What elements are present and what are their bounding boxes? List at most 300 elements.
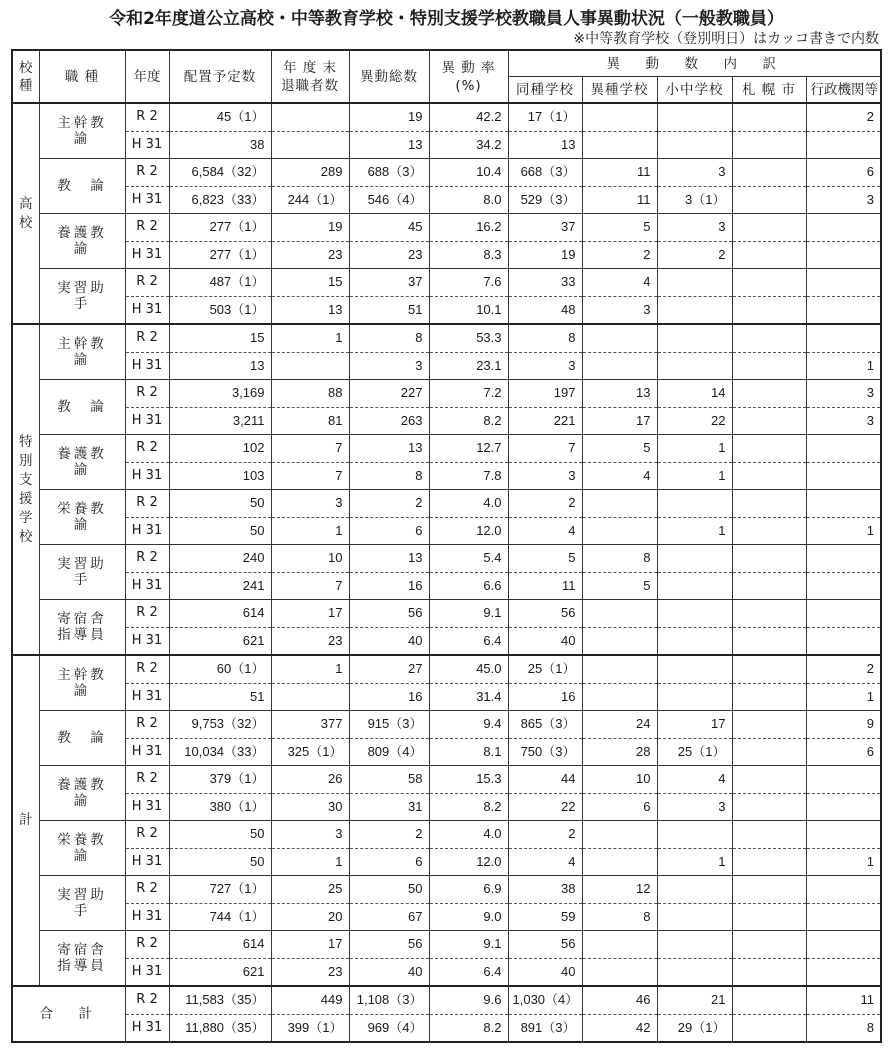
- header-planned: 配置予定数: [169, 50, 271, 103]
- same-cell: 13: [508, 131, 582, 159]
- job-type-cell: [39, 655, 125, 711]
- same-cell: 48: [508, 296, 582, 324]
- table-row: [12, 407, 881, 435]
- same-cell: 1,030（4）: [508, 986, 582, 1014]
- retirees-cell: [271, 103, 349, 131]
- job-type-cell: [39, 711, 125, 766]
- sapporo-cell: [732, 435, 806, 463]
- section-0: [12, 103, 881, 324]
- sapporo-cell: [732, 1014, 806, 1042]
- rate-cell: 7.8: [429, 462, 508, 490]
- same-cell: 37: [508, 214, 582, 242]
- admin-cell: [806, 766, 881, 794]
- rate-cell: 10.4: [429, 159, 508, 187]
- table-row: [12, 903, 881, 931]
- year-cell: R 2: [125, 931, 169, 959]
- sapporo-cell: [732, 186, 806, 214]
- planned-cell: 380（1）: [169, 793, 271, 821]
- total-cell: 2: [349, 490, 429, 518]
- retirees-cell: 377: [271, 711, 349, 739]
- planned-cell: 487（1）: [169, 269, 271, 297]
- elem-cell: [657, 683, 732, 711]
- planned-cell: 621: [169, 627, 271, 655]
- retirees-cell: [271, 683, 349, 711]
- total-cell: 6: [349, 848, 429, 876]
- diff-cell: [582, 324, 657, 352]
- admin-cell: 2: [806, 103, 881, 131]
- rate-cell: 7.6: [429, 269, 508, 297]
- total-cell: 23: [349, 241, 429, 269]
- retirees-cell: 23: [271, 958, 349, 986]
- header-job-type: 職 種: [39, 50, 125, 103]
- retirees-cell: 26: [271, 766, 349, 794]
- rate-cell: 45.0: [429, 655, 508, 683]
- elem-cell: [657, 903, 732, 931]
- retirees-cell: 10: [271, 545, 349, 573]
- retirees-cell: 325（1）: [271, 738, 349, 766]
- retirees-cell: 13: [271, 296, 349, 324]
- year-cell: H 31: [125, 958, 169, 986]
- table-row: [12, 766, 881, 794]
- diff-cell: [582, 103, 657, 131]
- rate-cell: 8.2: [429, 407, 508, 435]
- table-row: [12, 241, 881, 269]
- same-cell: 2: [508, 821, 582, 849]
- total-cell: 51: [349, 296, 429, 324]
- total-cell: 67: [349, 903, 429, 931]
- year-cell: R 2: [125, 986, 169, 1014]
- job-type-label: 栄養教諭: [57, 501, 107, 533]
- sapporo-cell: [732, 545, 806, 573]
- total-cell: 227: [349, 380, 429, 408]
- sapporo-cell: [732, 407, 806, 435]
- total-cell: 27: [349, 655, 429, 683]
- planned-cell: 727（1）: [169, 876, 271, 904]
- retirees-cell: [271, 131, 349, 159]
- same-cell: 40: [508, 958, 582, 986]
- sapporo-cell: [732, 131, 806, 159]
- elem-cell: [657, 876, 732, 904]
- planned-cell: 10,034（33）: [169, 738, 271, 766]
- header-elem-middle: 小中学校: [657, 77, 732, 104]
- elem-cell: [657, 269, 732, 297]
- school-type-label: 高校: [19, 195, 33, 231]
- elem-cell: [657, 296, 732, 324]
- year-cell: R 2: [125, 214, 169, 242]
- retirees-cell: 3: [271, 821, 349, 849]
- job-type-label: 実習助手: [57, 280, 107, 312]
- planned-cell: 13: [169, 352, 271, 380]
- job-type-cell: [39, 214, 125, 269]
- admin-cell: 1: [806, 352, 881, 380]
- retirees-cell: 7: [271, 572, 349, 600]
- year-cell: R 2: [125, 159, 169, 187]
- total-cell: 56: [349, 931, 429, 959]
- total-cell: 16: [349, 572, 429, 600]
- retirees-cell: 17: [271, 600, 349, 628]
- planned-cell: 3,211: [169, 407, 271, 435]
- retirees-cell: 289: [271, 159, 349, 187]
- total-cell: 37: [349, 269, 429, 297]
- year-cell: H 31: [125, 241, 169, 269]
- diff-cell: 5: [582, 572, 657, 600]
- sapporo-cell: [732, 711, 806, 739]
- table-row: [12, 462, 881, 490]
- retirees-cell: 81: [271, 407, 349, 435]
- year-cell: H 31: [125, 1014, 169, 1042]
- diff-cell: 2: [582, 241, 657, 269]
- diff-cell: [582, 821, 657, 849]
- elem-cell: 3: [657, 214, 732, 242]
- sapporo-cell: [732, 738, 806, 766]
- sapporo-cell: [732, 324, 806, 352]
- elem-cell: 29（1）: [657, 1014, 732, 1042]
- school-type-cell: [12, 103, 39, 324]
- diff-cell: 28: [582, 738, 657, 766]
- rate-cell: 12.0: [429, 848, 508, 876]
- planned-cell: 60（1）: [169, 655, 271, 683]
- table-row: [12, 600, 881, 628]
- table-row: [12, 214, 881, 242]
- table-row: [12, 793, 881, 821]
- admin-cell: [806, 269, 881, 297]
- retirees-cell: 399（1）: [271, 1014, 349, 1042]
- planned-cell: 614: [169, 931, 271, 959]
- elem-cell: [657, 572, 732, 600]
- same-cell: 529（3）: [508, 186, 582, 214]
- total-cell: 6: [349, 517, 429, 545]
- header-transfer-rate: 異 動 率 (%): [429, 50, 508, 103]
- sapporo-cell: [732, 986, 806, 1014]
- same-cell: 16: [508, 683, 582, 711]
- same-cell: 865（3）: [508, 711, 582, 739]
- admin-cell: 9: [806, 711, 881, 739]
- admin-cell: 1: [806, 683, 881, 711]
- header-same-type: 同種学校: [508, 77, 582, 104]
- admin-cell: 11: [806, 986, 881, 1014]
- rate-cell: 42.2: [429, 103, 508, 131]
- year-cell: R 2: [125, 324, 169, 352]
- year-cell: H 31: [125, 793, 169, 821]
- rate-cell: 34.2: [429, 131, 508, 159]
- elem-cell: [657, 324, 732, 352]
- same-cell: 25（1）: [508, 655, 582, 683]
- table-row: [12, 711, 881, 739]
- job-type-cell: [39, 931, 125, 987]
- sapporo-cell: [732, 572, 806, 600]
- planned-cell: 240: [169, 545, 271, 573]
- rate-cell: 12.7: [429, 435, 508, 463]
- year-cell: H 31: [125, 848, 169, 876]
- table-row: [12, 655, 881, 683]
- sapporo-cell: [732, 876, 806, 904]
- job-type-cell: [39, 600, 125, 656]
- rate-cell: 9.0: [429, 903, 508, 931]
- admin-cell: [806, 324, 881, 352]
- sapporo-cell: [732, 958, 806, 986]
- header-retirees: 年 度 末 退職者数: [271, 50, 349, 103]
- job-type-label: 教 論: [57, 399, 107, 415]
- table-row: [12, 958, 881, 986]
- sapporo-cell: [732, 352, 806, 380]
- retirees-cell: 1: [271, 655, 349, 683]
- admin-cell: [806, 793, 881, 821]
- planned-cell: 744（1）: [169, 903, 271, 931]
- table-row: [12, 821, 881, 849]
- rate-cell: 9.6: [429, 986, 508, 1014]
- elem-cell: 25（1）: [657, 738, 732, 766]
- sapporo-cell: [732, 903, 806, 931]
- same-cell: 891（3）: [508, 1014, 582, 1042]
- diff-cell: 46: [582, 986, 657, 1014]
- diff-cell: [582, 655, 657, 683]
- diff-cell: [582, 600, 657, 628]
- job-type-cell: [39, 324, 125, 380]
- planned-cell: 9,753（32）: [169, 711, 271, 739]
- job-type-cell: [39, 821, 125, 876]
- planned-cell: 50: [169, 821, 271, 849]
- job-type-cell: [39, 766, 125, 821]
- retirees-cell: 15: [271, 269, 349, 297]
- elem-cell: 22: [657, 407, 732, 435]
- year-cell: H 31: [125, 903, 169, 931]
- diff-cell: 5: [582, 435, 657, 463]
- rate-cell: 7.2: [429, 380, 508, 408]
- retirees-cell: 30: [271, 793, 349, 821]
- rate-cell: 6.6: [429, 572, 508, 600]
- same-cell: 4: [508, 517, 582, 545]
- elem-cell: 3（1）: [657, 186, 732, 214]
- admin-cell: 1: [806, 517, 881, 545]
- diff-cell: 24: [582, 711, 657, 739]
- job-type-label: 主幹教諭: [57, 336, 107, 368]
- same-cell: 40: [508, 627, 582, 655]
- rate-cell: 6.4: [429, 958, 508, 986]
- admin-cell: [806, 903, 881, 931]
- same-cell: 44: [508, 766, 582, 794]
- elem-cell: [657, 655, 732, 683]
- sapporo-cell: [732, 627, 806, 655]
- sapporo-cell: [732, 269, 806, 297]
- total-cell: 915（3）: [349, 711, 429, 739]
- job-type-label: 主幹教諭: [57, 667, 107, 699]
- elem-cell: 1: [657, 462, 732, 490]
- elem-cell: [657, 490, 732, 518]
- sapporo-cell: [732, 296, 806, 324]
- sapporo-cell: [732, 103, 806, 131]
- sapporo-cell: [732, 462, 806, 490]
- elem-cell: [657, 958, 732, 986]
- same-cell: 17（1）: [508, 103, 582, 131]
- diff-cell: [582, 931, 657, 959]
- rate-cell: 16.2: [429, 214, 508, 242]
- diff-cell: 42: [582, 1014, 657, 1042]
- header-school-type: 校種: [12, 50, 39, 103]
- elem-cell: 17: [657, 711, 732, 739]
- total-cell: 58: [349, 766, 429, 794]
- table-row: [12, 186, 881, 214]
- diff-cell: 17: [582, 407, 657, 435]
- job-type-label: 養護教諭: [57, 446, 107, 478]
- school-type-label: 計: [19, 812, 33, 828]
- school-type-cell: [12, 655, 39, 986]
- table-row: [12, 269, 881, 297]
- header-admin: 行政機関等: [806, 77, 881, 104]
- year-cell: R 2: [125, 103, 169, 131]
- rate-cell: 9.1: [429, 931, 508, 959]
- admin-cell: 3: [806, 407, 881, 435]
- total-cell: 263: [349, 407, 429, 435]
- job-type-label: 寄宿舎指導員: [57, 611, 107, 643]
- year-cell: R 2: [125, 655, 169, 683]
- elem-cell: [657, 627, 732, 655]
- sapporo-cell: [732, 683, 806, 711]
- table-row: [12, 517, 881, 545]
- diff-cell: 5: [582, 214, 657, 242]
- planned-cell: 3,169: [169, 380, 271, 408]
- year-cell: R 2: [125, 380, 169, 408]
- rate-cell: 4.0: [429, 821, 508, 849]
- job-type-label: 栄養教諭: [57, 832, 107, 864]
- table-row: [12, 490, 881, 518]
- year-cell: R 2: [125, 545, 169, 573]
- planned-cell: 45（1）: [169, 103, 271, 131]
- same-cell: 33: [508, 269, 582, 297]
- rate-cell: 8.3: [429, 241, 508, 269]
- sapporo-cell: [732, 848, 806, 876]
- table-row: [12, 738, 881, 766]
- year-cell: H 31: [125, 572, 169, 600]
- same-cell: 38: [508, 876, 582, 904]
- admin-cell: [806, 572, 881, 600]
- elem-cell: [657, 545, 732, 573]
- sapporo-cell: [732, 241, 806, 269]
- admin-cell: [806, 627, 881, 655]
- total-cell: 546（4）: [349, 186, 429, 214]
- same-cell: 221: [508, 407, 582, 435]
- job-type-label: 寄宿舎指導員: [57, 942, 107, 974]
- year-cell: R 2: [125, 269, 169, 297]
- diff-cell: [582, 517, 657, 545]
- sapporo-cell: [732, 766, 806, 794]
- job-type-cell: [39, 380, 125, 435]
- job-type-label: 養護教諭: [57, 225, 107, 257]
- elem-cell: 2: [657, 241, 732, 269]
- planned-cell: 50: [169, 517, 271, 545]
- admin-cell: 3: [806, 380, 881, 408]
- planned-cell: 277（1）: [169, 214, 271, 242]
- total-cell: 50: [349, 876, 429, 904]
- table-row: [12, 545, 881, 573]
- retirees-cell: 1: [271, 848, 349, 876]
- retirees-cell: 23: [271, 241, 349, 269]
- diff-cell: 6: [582, 793, 657, 821]
- diff-cell: 4: [582, 462, 657, 490]
- planned-cell: 15: [169, 324, 271, 352]
- admin-cell: [806, 958, 881, 986]
- elem-cell: 1: [657, 435, 732, 463]
- rate-cell: 23.1: [429, 352, 508, 380]
- year-cell: H 31: [125, 296, 169, 324]
- retirees-cell: 25: [271, 876, 349, 904]
- year-cell: R 2: [125, 711, 169, 739]
- table-row: [12, 683, 881, 711]
- retirees-cell: 1: [271, 517, 349, 545]
- sapporo-cell: [732, 214, 806, 242]
- total-cell: 1,108（3）: [349, 986, 429, 1014]
- retirees-cell: 23: [271, 627, 349, 655]
- elem-cell: 1: [657, 517, 732, 545]
- rate-cell: 8.2: [429, 1014, 508, 1042]
- planned-cell: 503（1）: [169, 296, 271, 324]
- table-row: [12, 986, 881, 1014]
- rate-cell: 8.1: [429, 738, 508, 766]
- planned-cell: 6,584（32）: [169, 159, 271, 187]
- elem-cell: 21: [657, 986, 732, 1014]
- admin-cell: 8: [806, 1014, 881, 1042]
- total-cell: 19: [349, 103, 429, 131]
- page-title: 令和2年度道公立高校・中等教育学校・特別支援学校教職員人事異動状況（一般教職員）: [109, 9, 784, 29]
- retirees-cell: [271, 352, 349, 380]
- header-breakdown: 異 動 数 内 訳: [508, 50, 881, 77]
- table-row: [12, 324, 881, 352]
- retirees-cell: 244（1）: [271, 186, 349, 214]
- rate-cell: 9.4: [429, 711, 508, 739]
- total-cell: 8: [349, 324, 429, 352]
- rate-cell: 10.1: [429, 296, 508, 324]
- diff-cell: [582, 848, 657, 876]
- rate-cell: 8.0: [429, 186, 508, 214]
- same-cell: 750（3）: [508, 738, 582, 766]
- year-cell: H 31: [125, 186, 169, 214]
- section-2: [12, 655, 881, 986]
- table-row: [12, 876, 881, 904]
- admin-cell: [806, 600, 881, 628]
- rate-cell: 53.3: [429, 324, 508, 352]
- retirees-cell: 20: [271, 903, 349, 931]
- admin-cell: [806, 545, 881, 573]
- rate-cell: 4.0: [429, 490, 508, 518]
- total-cell: 31: [349, 793, 429, 821]
- diff-cell: [582, 131, 657, 159]
- total-cell: 969（4）: [349, 1014, 429, 1042]
- sapporo-cell: [732, 490, 806, 518]
- job-type-cell: [39, 435, 125, 490]
- total-cell: 2: [349, 821, 429, 849]
- total-cell: 13: [349, 545, 429, 573]
- same-cell: 197: [508, 380, 582, 408]
- rate-cell: 6.9: [429, 876, 508, 904]
- elem-cell: [657, 131, 732, 159]
- admin-cell: [806, 876, 881, 904]
- table-row: [12, 296, 881, 324]
- job-type-cell: [39, 269, 125, 325]
- rate-cell: 8.2: [429, 793, 508, 821]
- admin-cell: 1: [806, 848, 881, 876]
- total-cell: 13: [349, 131, 429, 159]
- table-row: [12, 159, 881, 187]
- admin-cell: [806, 131, 881, 159]
- grand-total-label: 合 計: [12, 986, 125, 1042]
- same-cell: 4: [508, 848, 582, 876]
- year-cell: H 31: [125, 352, 169, 380]
- total-cell: 40: [349, 958, 429, 986]
- elem-cell: [657, 352, 732, 380]
- job-type-label: 主幹教諭: [57, 115, 107, 147]
- grand-total-section: [12, 986, 881, 1042]
- elem-cell: 1: [657, 848, 732, 876]
- year-cell: H 31: [125, 627, 169, 655]
